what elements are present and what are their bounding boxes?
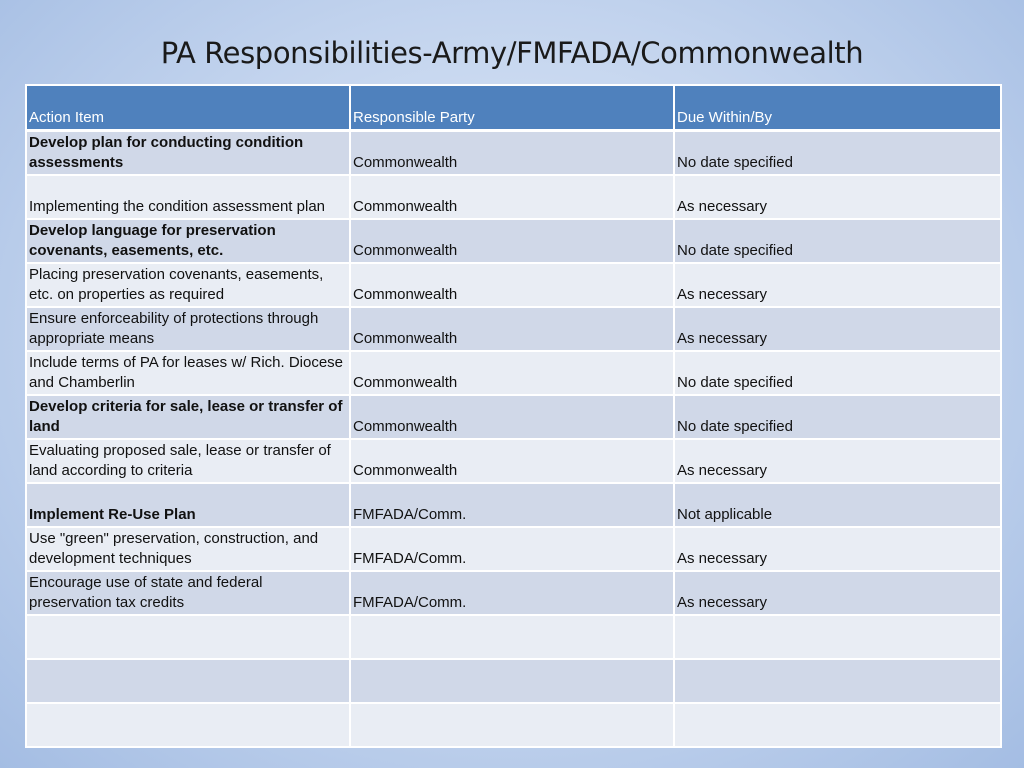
table-row <box>26 527 1001 571</box>
due-cell: As necessary <box>674 571 1001 615</box>
action-item-cell: Placing preservation covenants, easements, etc. on properties as required <box>26 263 350 307</box>
due-cell: No date specified <box>674 351 1001 395</box>
table-row <box>26 307 1001 351</box>
due-cell <box>674 659 1001 703</box>
responsible-party-cell: Commonwealth <box>350 263 674 307</box>
responsible-party-cell: Commonwealth <box>350 219 674 263</box>
responsible-party-cell: Commonwealth <box>350 307 674 351</box>
due-cell <box>674 703 1001 747</box>
table-row-empty <box>26 703 1001 747</box>
column-header-responsible-party: Responsible Party <box>350 85 674 131</box>
responsible-party-cell: FMFADA/Comm. <box>350 571 674 615</box>
action-item-cell: Develop plan for conducting condition assessments <box>26 131 350 176</box>
action-item-cell: Use "green" preservation, construction, and development techniques <box>26 527 350 571</box>
column-header-due-within-by: Due Within/By <box>674 85 1001 131</box>
due-cell: No date specified <box>674 395 1001 439</box>
responsible-party-cell <box>350 659 674 703</box>
action-item-cell: Encourage use of state and federal preservation tax credits <box>26 571 350 615</box>
action-item-cell <box>26 615 350 659</box>
responsible-party-cell: FMFADA/Comm. <box>350 483 674 527</box>
slide-title: PA Responsibilities-Army/FMFADA/Commonwealth <box>160 36 864 70</box>
table-row <box>26 571 1001 615</box>
action-item-cell <box>26 659 350 703</box>
responsible-party-cell: Commonwealth <box>350 131 674 176</box>
responsible-party-cell: FMFADA/Comm. <box>350 527 674 571</box>
action-item-cell: Develop criteria for sale, lease or transfer of land <box>26 395 350 439</box>
table-row <box>26 439 1001 483</box>
due-cell: As necessary <box>674 307 1001 351</box>
due-cell <box>674 615 1001 659</box>
responsible-party-cell: Commonwealth <box>350 351 674 395</box>
responsible-party-cell: Commonwealth <box>350 175 674 219</box>
due-cell: No date specified <box>674 131 1001 176</box>
action-item-cell: Implementing the condition assessment plan <box>26 175 350 219</box>
table-row <box>26 175 1001 219</box>
action-item-cell: Develop language for preservation covenants, easements, etc. <box>26 219 350 263</box>
responsible-party-cell <box>350 703 674 747</box>
due-cell: As necessary <box>674 439 1001 483</box>
responsibilities-table <box>25 84 1002 748</box>
table-row-empty <box>26 659 1001 703</box>
table-row <box>26 351 1001 395</box>
table-row-empty <box>26 615 1001 659</box>
table-header-row <box>26 85 1001 131</box>
due-cell: Not applicable <box>674 483 1001 527</box>
due-cell: As necessary <box>674 527 1001 571</box>
action-item-cell <box>26 703 350 747</box>
responsible-party-cell: Commonwealth <box>350 395 674 439</box>
table-row <box>26 219 1001 263</box>
due-cell: As necessary <box>674 175 1001 219</box>
table-row <box>26 263 1001 307</box>
due-cell: No date specified <box>674 219 1001 263</box>
table-row <box>26 131 1001 176</box>
action-item-cell: Include terms of PA for leases w/ Rich. Diocese and Chamberlin <box>26 351 350 395</box>
responsible-party-cell <box>350 615 674 659</box>
table-row <box>26 395 1001 439</box>
table-row <box>26 483 1001 527</box>
due-cell: As necessary <box>674 263 1001 307</box>
action-item-cell: Evaluating proposed sale, lease or transfer of land according to criteria <box>26 439 350 483</box>
action-item-cell: Ensure enforceability of protections through appropriate means <box>26 307 350 351</box>
column-header-action-item: Action Item <box>26 85 350 131</box>
action-item-cell: Implement Re-Use Plan <box>26 483 350 527</box>
responsible-party-cell: Commonwealth <box>350 439 674 483</box>
